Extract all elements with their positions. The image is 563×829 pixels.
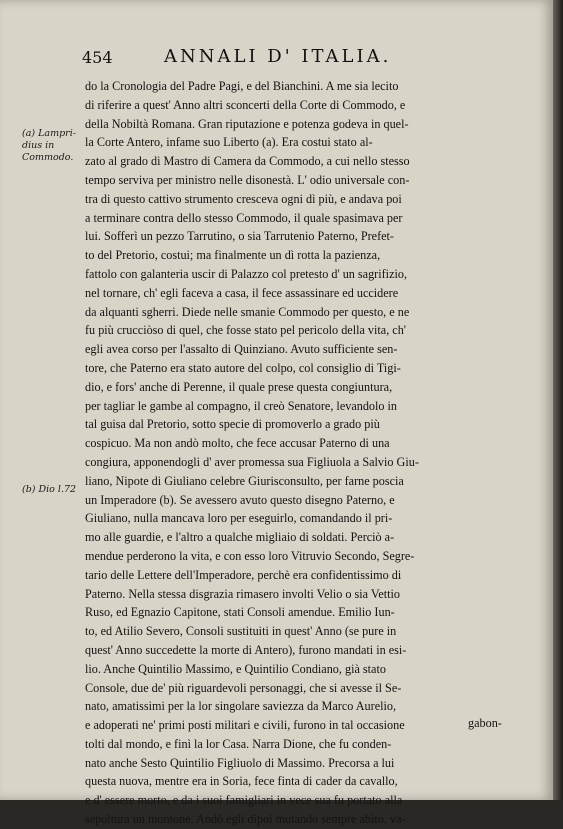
- text-line: fu più crucciòso di quel, che fosse stato pel pericolo della vita, ch': [85, 323, 406, 338]
- text-line: to del Pretorio, costui; ma finalmente un dì rotta la pazienza,: [85, 248, 381, 263]
- text-line: a terminare contra dello stesso Commodo, il quale spasimava per: [85, 210, 403, 225]
- text-line: fattolo con galanteria uscir di Palazzo col pretesto d' un sagrifizio,: [85, 266, 408, 281]
- text-line: tra di questo cattivo strumento cresceva ogni dì più, e andava poi: [85, 191, 402, 206]
- text-line: della Nobiltà Romana. Gran riputazione e potenza godeva in quel-: [85, 116, 409, 131]
- sidenote-line: (b) Dio l.72: [22, 484, 77, 495]
- text-line: mo alle guardie, e l'altro a qualche migliaio di soldati. Perciò a-: [85, 530, 395, 545]
- text-line: da alquanti sgherri. Diede nelle smanie Commodo per questo, e ne: [85, 304, 410, 319]
- text-line: to, ed Atilio Severo, Consoli sustituiti in quest' Anno (se pure in: [85, 624, 397, 639]
- text-line: tal guisa dal Pretorio, sotto specie di promoverlo a grado più: [85, 417, 380, 432]
- sidenote-line: (a) Lampri-: [22, 128, 76, 139]
- text-line: per tagliar le gambe al compagno, il creò Senatore, levandolo in: [85, 398, 398, 413]
- text-line: Console, due de' più riguardevoli personaggi, che si avesse il Se-: [85, 680, 402, 695]
- text-line: e d' essere morto, e da i suoi famigliari in vece sua fu portato alla: [85, 793, 403, 808]
- text-line: do la Cronologia del Padre Pagi, e del Bianchini. A me sia lecito: [85, 79, 399, 93]
- text-line: nato anche Sesto Quintilio Figliuolo di Massimo. Precorsa a lui: [85, 755, 395, 770]
- text-line: questa nuova, mentre era in Soria, fece finta di cader da cavallo,: [85, 774, 398, 789]
- text-line: quest' Anno succedette la morte di Antero), furono mandati in esi-: [85, 642, 407, 657]
- text-line: e adoperati ne' primi posti militari e civili, furono in tal occasione: [85, 718, 405, 733]
- text-line: di riferire a quest' Anno altri sconcerti della Corte di Commodo, e: [85, 97, 406, 112]
- text-line: congiura, apponendogli d' aver promessa sua Figliuola a Salvio Giu-: [85, 454, 419, 469]
- page-header: [82, 44, 522, 70]
- text-line: dio, e fors' anche di Perenne, il quale prese questa congiuntura,: [85, 379, 393, 394]
- text-line: cospicuo. Ma non andò molto, che fece accusar Paterno di una: [85, 436, 390, 451]
- sidenote-a: [22, 128, 86, 164]
- text-line: nel tornare, ch' egli faceva a casa, il fece assassinare ed uccidere: [85, 285, 399, 300]
- running-title: ANNALI D' ITALIA.: [164, 46, 392, 67]
- text-line: Paterno. Nella stessa disgrazia rimasero involti Velio o sia Vettio: [85, 586, 401, 601]
- book-spine-edge: [553, 0, 563, 800]
- text-line: zato al grado di Mastro di Camera da Commodo, a cui nello stesso: [85, 154, 410, 169]
- text-line: egli avea corso per l'assalto di Quinziano. Avuto sufficiente sen-: [85, 342, 398, 357]
- page-number: 454: [82, 48, 113, 67]
- sidenote-line: dius in: [22, 140, 55, 151]
- sidenote-b: [22, 484, 86, 496]
- text-line: tempo serviva per ministro nelle disonestà. L' odio universale con-: [85, 172, 410, 187]
- text-line: liano, Nipote di Giuliano celebre Giurisconsulto, per farne poscia: [85, 473, 404, 488]
- body-text: [85, 77, 525, 829]
- text-line: sepoltura un montone. Andò egli dipoi mutando sempre abito, va-: [85, 812, 406, 827]
- text-line: un Imperadore (b). Se avessero avuto questo disegno Paterno, e: [85, 492, 395, 507]
- text-line: la Corte Antero, infame suo Liberto (a). Era costui stato al-: [85, 135, 373, 150]
- text-line: lio. Anche Quintilio Massimo, e Quintilio Condiano, già stato: [85, 661, 386, 676]
- text-line: nato, amatissimi per la lor singolare saviezza da Marco Aurelio,: [85, 699, 397, 714]
- sidenote-line: Commodo.: [22, 152, 74, 163]
- text-line: Giuliano, nulla mancava loro per eseguirlo, comandando il pri-: [85, 511, 393, 526]
- text-line: lui. Sofferì un pezzo Tarrutino, o sia Tarrutenio Paterno, Prefet-: [85, 229, 394, 244]
- text-line: tario delle Lettere dell'Imperadore, perchè era confidentissimo di: [85, 567, 402, 582]
- text-line: Ruso, ed Egnazio Capitone, stati Consoli amendue. Emilio Iun-: [85, 605, 395, 620]
- catchword: gabon-: [468, 716, 502, 730]
- text-line: mendue perderono la vita, e con esso loro Vitruvio Secondo, Segre-: [85, 548, 415, 563]
- text-line: tore, che Paterno era stato autore del colpo, col consiglio di Tigi-: [85, 360, 401, 375]
- text-line: tolti dal mondo, e finì la lor Casa. Narra Dione, che fu conden-: [85, 736, 392, 751]
